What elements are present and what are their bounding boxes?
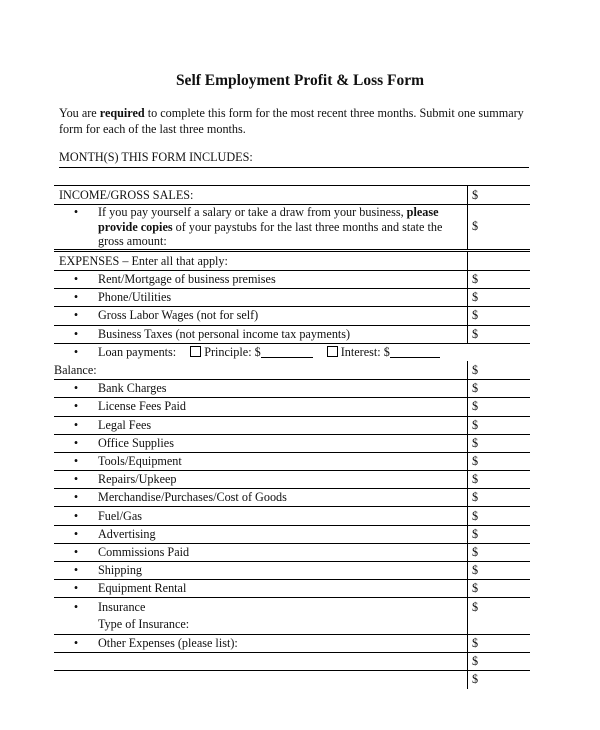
expense-row bbox=[54, 325, 530, 343]
other-expense-line bbox=[54, 652, 530, 670]
currency-sign[interactable]: $ bbox=[468, 562, 531, 580]
loan-label: Loan payments: bbox=[98, 345, 177, 360]
currency-sign[interactable]: $ bbox=[468, 634, 531, 652]
other-expenses-row bbox=[54, 634, 530, 652]
bullet: • bbox=[73, 290, 79, 305]
income-section bbox=[54, 185, 530, 250]
insurance-type-row bbox=[54, 616, 530, 634]
currency-sign[interactable]: $ bbox=[468, 489, 531, 507]
bullet: • bbox=[73, 381, 79, 396]
income-header: INCOME/GROSS SALES: bbox=[54, 186, 468, 205]
currency-sign[interactable]: $ bbox=[468, 580, 531, 598]
expense-row bbox=[54, 307, 530, 325]
currency-sign[interactable]: $ bbox=[472, 672, 479, 687]
expenses-header-row bbox=[54, 252, 530, 271]
expense-row bbox=[54, 416, 530, 434]
expense-row bbox=[54, 580, 530, 598]
interest-checkbox[interactable] bbox=[327, 346, 338, 357]
currency-sign[interactable]: $ bbox=[468, 289, 531, 307]
expense-row bbox=[54, 380, 530, 398]
bullet: • bbox=[73, 472, 79, 487]
income-header-row bbox=[54, 186, 530, 205]
balance-row bbox=[54, 361, 530, 379]
expense-label: License Fees Paid bbox=[98, 399, 186, 414]
expense-label: Phone/Utilities bbox=[98, 290, 172, 305]
bullet: • bbox=[73, 490, 79, 505]
expense-label: Repairs/Upkeep bbox=[98, 472, 177, 487]
income-note: If you pay yourself a salary or take a draw from your business, please provide copies of your paystubs for the last three months and state the gross amount: bbox=[98, 205, 443, 248]
expense-label: Office Supplies bbox=[98, 435, 174, 450]
currency-sign[interactable]: $ bbox=[468, 307, 531, 325]
expense-label: Gross Labor Wages (not for self) bbox=[98, 308, 259, 323]
currency-sign[interactable]: $ bbox=[468, 652, 531, 670]
bullet: • bbox=[73, 544, 79, 559]
expense-label: Equipment Rental bbox=[98, 581, 187, 596]
other-expense-line bbox=[54, 671, 530, 689]
bullet: • bbox=[73, 205, 79, 219]
expense-label: Rent/Mortgage of business premises bbox=[98, 272, 276, 287]
expense-row bbox=[54, 434, 530, 452]
expense-row bbox=[54, 489, 530, 507]
other-expenses-label: Other Expenses (please list): bbox=[98, 635, 238, 650]
currency-sign[interactable]: $ bbox=[468, 452, 531, 470]
income-note-row bbox=[54, 205, 530, 250]
other-expense-entry[interactable] bbox=[54, 671, 468, 689]
form-title: Self Employment Profit & Loss Form bbox=[175, 72, 425, 89]
expense-row bbox=[54, 271, 530, 289]
expense-label: Legal Fees bbox=[98, 417, 152, 432]
principle-amount-field[interactable] bbox=[261, 347, 313, 358]
months-included-field[interactable]: MONTH(S) THIS FORM INCLUDES: bbox=[59, 150, 529, 168]
bullet: • bbox=[73, 635, 79, 650]
loan-payments-row bbox=[54, 343, 530, 361]
interest-label: Interest: $ bbox=[340, 345, 390, 360]
expense-label: Merchandise/Purchases/Cost of Goods bbox=[98, 490, 287, 505]
principle-checkbox[interactable] bbox=[190, 346, 201, 357]
currency-sign[interactable]: $ bbox=[468, 416, 531, 434]
currency-sign[interactable]: $ bbox=[468, 434, 531, 452]
insurance-type-field[interactable]: Type of Insurance: bbox=[98, 617, 190, 632]
currency-sign[interactable]: $ bbox=[468, 543, 531, 561]
currency-sign[interactable]: $ bbox=[468, 205, 531, 250]
currency-sign[interactable]: $ bbox=[468, 398, 531, 416]
expense-row bbox=[54, 562, 530, 580]
bullet: • bbox=[73, 526, 79, 541]
expense-row bbox=[54, 525, 530, 543]
bullet: • bbox=[73, 599, 79, 614]
currency-sign[interactable]: $ bbox=[468, 380, 531, 398]
expense-label: Tools/Equipment bbox=[98, 453, 182, 468]
expense-row bbox=[54, 598, 530, 616]
currency-sign[interactable]: $ bbox=[468, 471, 531, 489]
expense-row bbox=[54, 543, 530, 561]
expense-label: Fuel/Gas bbox=[98, 508, 143, 523]
expense-label: Insurance bbox=[98, 599, 146, 614]
currency-sign[interactable]: $ bbox=[472, 599, 479, 614]
bullet: • bbox=[73, 399, 79, 414]
expense-label: Advertising bbox=[98, 526, 156, 541]
expense-row bbox=[54, 398, 530, 416]
bullet: • bbox=[73, 435, 79, 450]
bullet: • bbox=[73, 326, 79, 341]
expense-label: Shipping bbox=[98, 563, 143, 578]
expense-label: Business Taxes (not personal income tax payments) bbox=[98, 326, 351, 341]
bullet: • bbox=[73, 308, 79, 323]
expense-label: Bank Charges bbox=[98, 381, 167, 396]
currency-sign[interactable]: $ bbox=[468, 361, 531, 379]
currency-sign[interactable]: $ bbox=[468, 325, 531, 343]
bullet: • bbox=[73, 417, 79, 432]
interest-amount-field[interactable] bbox=[390, 347, 440, 358]
bullet: • bbox=[73, 272, 79, 287]
intro-text: You are required to complete this form for the most recent three months. Submit one summary form for each of the last three months. bbox=[59, 106, 524, 136]
expense-row bbox=[54, 289, 530, 307]
expense-row bbox=[54, 507, 530, 525]
bullet: • bbox=[73, 508, 79, 523]
balance-label: Balance: bbox=[54, 361, 468, 379]
expense-row bbox=[54, 471, 530, 489]
currency-sign[interactable]: $ bbox=[468, 507, 531, 525]
principle-label: Principle: $ bbox=[204, 345, 261, 360]
currency-sign[interactable]: $ bbox=[468, 271, 531, 289]
expense-label: Commissions Paid bbox=[98, 544, 190, 559]
currency-sign[interactable]: $ bbox=[468, 186, 531, 205]
expenses-header: EXPENSES – Enter all that apply: bbox=[54, 252, 468, 271]
expense-row bbox=[54, 452, 530, 470]
bullet: • bbox=[73, 345, 79, 360]
bullet: • bbox=[73, 453, 79, 468]
bullet: • bbox=[73, 563, 79, 578]
other-expense-entry[interactable] bbox=[54, 652, 468, 670]
expenses-section bbox=[54, 251, 530, 689]
currency-sign[interactable]: $ bbox=[468, 525, 531, 543]
bullet: • bbox=[73, 581, 79, 596]
